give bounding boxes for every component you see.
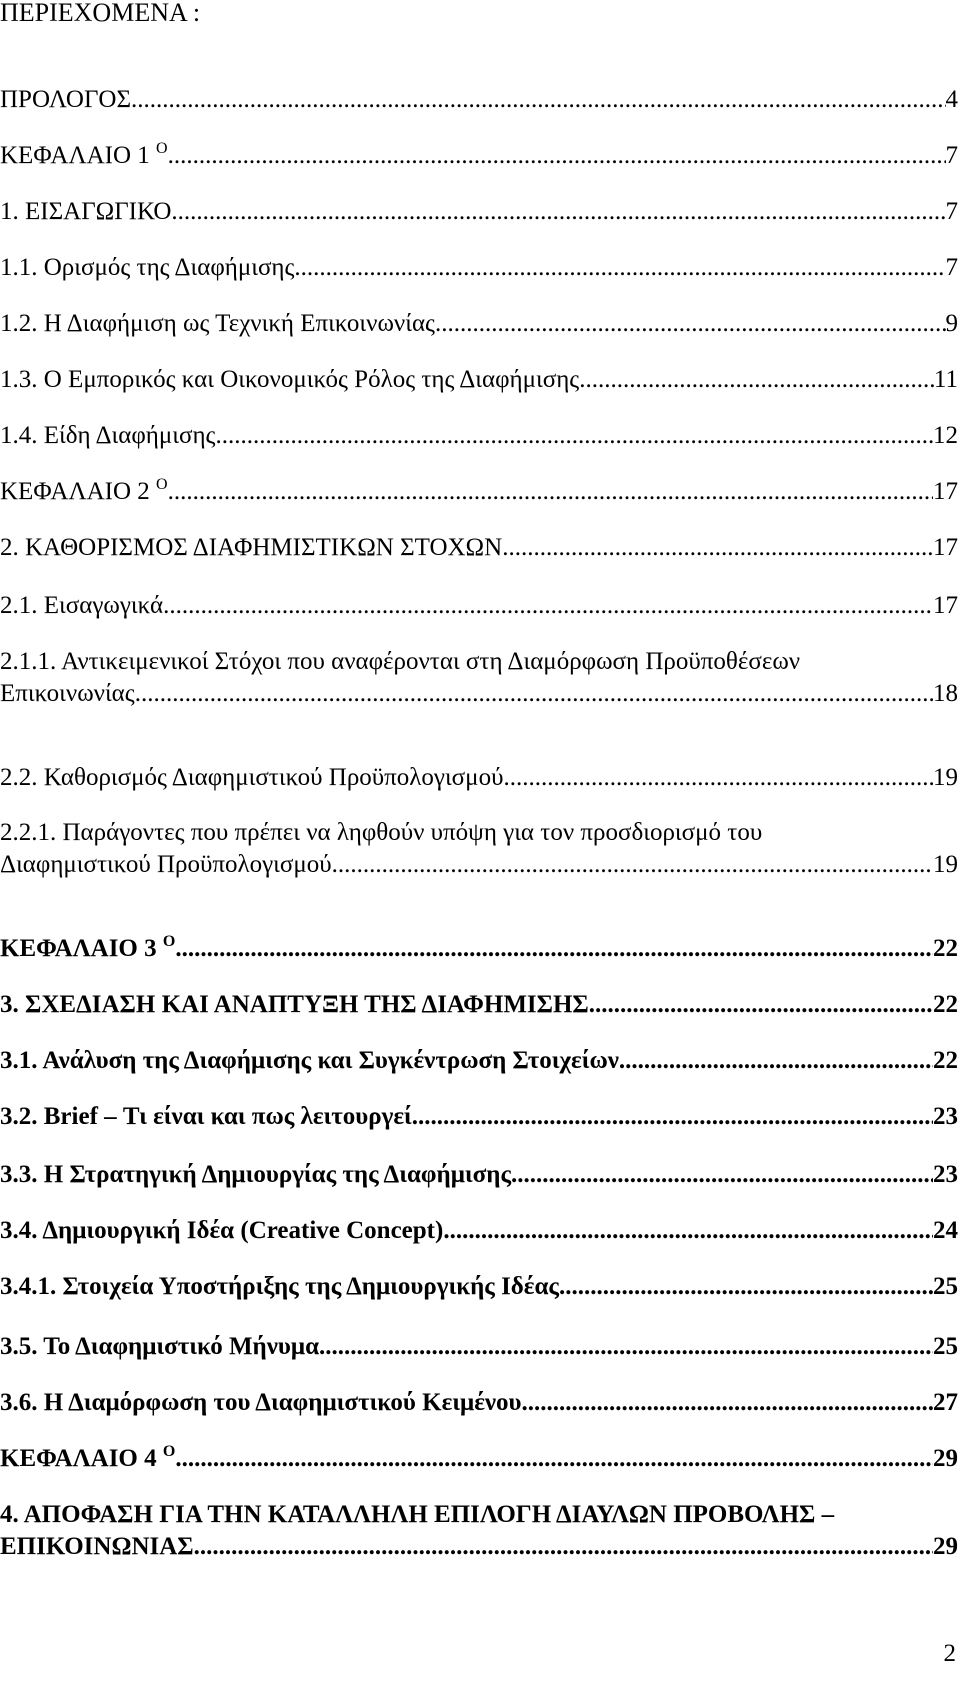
toc-label-text: 1.2. Η Διαφήμιση ως Τεχνική Επικοινωνίας (0, 310, 435, 337)
toc-label (0, 364, 579, 396)
dot-leader (319, 1331, 933, 1363)
dot-leader (194, 1531, 933, 1563)
toc-label-text: 3.4.1. Στοιχεία Υποστήριξης της Δημιουργικής Ιδέας (0, 1273, 559, 1300)
toc-entry[interactable] (0, 140, 958, 172)
toc-label-text: ΠΡΟΛΟΓΟΣ (0, 86, 132, 113)
toc-entry[interactable] (0, 1387, 958, 1419)
toc-page-number: 17 (933, 478, 958, 505)
toc-entry[interactable] (0, 476, 958, 508)
toc-label (0, 1443, 175, 1475)
toc-page-number: 24 (933, 1217, 958, 1244)
toc-page-number: 29 (933, 1533, 958, 1560)
toc-row (0, 420, 958, 452)
toc-label (0, 989, 589, 1021)
toc-row (0, 196, 958, 228)
toc-row (0, 1215, 958, 1247)
toc-row (0, 532, 958, 564)
toc-entry[interactable] (0, 989, 958, 1021)
toc-label (0, 84, 131, 116)
toc-label-text: 3.5. Το Διαφημιστικό Μήνυμα (0, 1333, 320, 1360)
toc-row (0, 1531, 958, 1563)
page-number: 2 (943, 1640, 956, 1667)
toc-label-text: 1.4. Είδη Διαφήμισης (0, 422, 216, 449)
toc-entry[interactable] (0, 590, 958, 622)
toc-label-text: 3. ΣΧΕΔΙΑΣΗ ΚΑΙ ΑΝΑΠΤΥΞΗ ΤΗΣ ΔΙΑΦΗΜΙΣΗΣ (0, 991, 589, 1018)
toc-label-text: ΚΕΦΑΛΑΙΟ 3 (0, 935, 157, 962)
toc-row (0, 84, 958, 116)
toc-row (0, 252, 958, 284)
dot-leader (168, 476, 933, 508)
page-title: ΠΕΡΙΕΧΟΜΕΝΑ : (0, 0, 201, 27)
toc-entry[interactable] (0, 1331, 958, 1363)
dot-leader (511, 1159, 933, 1191)
chapter-superscript: Ο (156, 140, 168, 157)
toc-row (0, 849, 958, 881)
toc-label-text: Διαφημιστικού Προϋπολογισμού (0, 851, 332, 878)
toc-entry[interactable] (0, 308, 958, 340)
toc-entry[interactable] (0, 1215, 958, 1247)
toc-page-number: 17 (933, 534, 958, 561)
toc-row (0, 762, 958, 794)
dot-leader (175, 1443, 933, 1475)
toc-label (0, 1331, 319, 1363)
toc-entry-first-line: 2.1.1. Αντικειμενικοί Στόχοι που αναφέρονται στη Διαμόρφωση Προϋποθέσεων (0, 648, 801, 675)
dot-leader (294, 252, 945, 284)
dot-leader (443, 1215, 933, 1247)
toc-page-number: 23 (933, 1103, 958, 1130)
toc-label (0, 933, 175, 965)
toc-row (0, 1101, 958, 1133)
toc-row (0, 364, 958, 396)
toc-label (0, 140, 168, 172)
toc-page-number: 25 (933, 1273, 958, 1300)
toc-row (0, 1331, 958, 1363)
toc-row (0, 1443, 958, 1475)
toc-row (0, 308, 958, 340)
toc-label (0, 252, 294, 284)
toc-page-number: 19 (933, 764, 958, 791)
dot-leader (435, 308, 946, 340)
toc-page-number: 12 (933, 422, 958, 449)
dot-leader (163, 590, 933, 622)
toc-label-text: 2. ΚΑΘΟΡΙΣΜΟΣ ΔΙΑΦΗΜΙΣΤΙΚΩΝ ΣΤΟΧΩΝ (0, 534, 503, 561)
toc-label-text: 1. ΕΙΣΑΓΩΓΙΚΟ (0, 198, 172, 225)
toc-row (0, 1045, 958, 1077)
toc-label-text: 3.1. Ανάλυση της Διαφήμισης και Συγκέντρωση Στοιχείων (0, 1047, 619, 1074)
toc-page-number: 11 (933, 366, 958, 393)
toc-label (0, 1387, 522, 1419)
toc-page-number: 9 (945, 310, 958, 337)
toc-label-text: 2.2. Καθορισμός Διαφημιστικού Προϋπολογισμού (0, 764, 504, 791)
toc-label-text: ΚΕΦΑΛΑΙΟ 4 (0, 1445, 157, 1472)
toc-page-number: 7 (945, 254, 958, 281)
toc-label-text: 3.4. Δημιουργική Ιδέα (Creative Concept) (0, 1217, 444, 1244)
toc-entry-first-line: 4. ΑΠΟΦΑΣΗ ΓΙΑ ΤΗΝ ΚΑΤΑΛΛΗΛΗ ΕΠΙΛΟΓΗ ΔΙΑΥΛΩΝ ΠΡΟΒΟΛΗΣ – (0, 1501, 835, 1528)
toc-label-text: 2.1. Εισαγωγικά (0, 592, 164, 619)
dot-leader (619, 1045, 933, 1077)
toc-row (0, 678, 958, 710)
toc-label (0, 1045, 619, 1077)
toc-label-text: ΕΠΙΚΟΙΝΩΝΙΑΣ (0, 1533, 194, 1560)
toc-page-number: 18 (933, 680, 958, 707)
toc-label-text: ΚΕΦΑΛΑΙΟ 1 (0, 142, 150, 169)
toc-entry[interactable] (0, 762, 958, 794)
toc-page-number: 25 (933, 1333, 958, 1360)
toc-label-text: 1.1. Ορισμός της Διαφήμισης (0, 254, 295, 281)
dot-leader (503, 762, 933, 794)
toc-page-number: 22 (933, 1047, 958, 1074)
toc-row (0, 1387, 958, 1419)
toc-entry[interactable] (0, 420, 958, 452)
toc-label-text: 3.2. Brief – Τι είναι και πως λειτουργεί (0, 1103, 412, 1130)
chapter-superscript: Ο (162, 933, 176, 950)
toc-entry[interactable] (0, 933, 958, 965)
toc-page-number: 4 (945, 86, 958, 113)
toc-label (0, 849, 332, 881)
toc-entry[interactable] (0, 252, 958, 284)
dot-leader (559, 1271, 933, 1303)
toc-page-number: 27 (933, 1389, 958, 1416)
toc-entry[interactable] (0, 817, 958, 881)
toc-page-number: 22 (933, 991, 958, 1018)
toc-page-number: 23 (933, 1161, 958, 1188)
toc-label-text: 3.3. Η Στρατηγική Δημιουργίας της Διαφήμισης (0, 1161, 511, 1188)
dot-leader (412, 1101, 933, 1133)
toc-page-number: 7 (945, 142, 958, 169)
dot-leader (171, 196, 945, 228)
toc-entry[interactable] (0, 1045, 958, 1077)
toc-label-text: 3.6. Η Διαμόρφωση του Διαφημιστικού Κειμένου (0, 1389, 522, 1416)
dot-leader (579, 364, 934, 396)
toc-row (0, 1271, 958, 1303)
dot-leader (175, 933, 933, 965)
toc-label (0, 1215, 443, 1247)
toc-page-number: 17 (933, 592, 958, 619)
toc-entry[interactable] (0, 1271, 958, 1303)
toc-label (0, 678, 135, 710)
dot-leader (135, 678, 933, 710)
toc-entry[interactable] (0, 364, 958, 396)
dot-leader (589, 989, 933, 1021)
toc-entry[interactable] (0, 1443, 958, 1475)
dot-leader (168, 140, 946, 172)
dot-leader (522, 1387, 933, 1419)
toc-page-number: 22 (933, 935, 958, 962)
toc-label-text: ΚΕΦΑΛΑΙΟ 2 (0, 478, 150, 505)
toc-entry[interactable] (0, 196, 958, 228)
toc-label (0, 1531, 194, 1563)
toc-label-text: Επικοινωνίας (0, 680, 135, 707)
toc-label (0, 762, 503, 794)
toc-entry[interactable] (0, 1159, 958, 1191)
toc-row (0, 1159, 958, 1191)
toc-label-text: 1.3. Ο Εμπορικός και Οικονομικός Ρόλος της Διαφήμισης (0, 366, 580, 393)
toc-page-number: 7 (945, 198, 958, 225)
toc-label (0, 420, 215, 452)
toc-label (0, 308, 435, 340)
dot-leader (215, 420, 933, 452)
toc-label (0, 1101, 412, 1133)
toc-label (0, 1159, 511, 1191)
toc-row (0, 590, 958, 622)
toc-page-number: 29 (933, 1445, 958, 1472)
chapter-superscript: Ο (162, 1443, 176, 1460)
toc-entry[interactable] (0, 646, 958, 710)
chapter-superscript: Ο (156, 476, 168, 493)
toc-label (0, 590, 163, 622)
toc-entry-first-line: 2.2.1. Παράγοντες που πρέπει να ληφθούν υπόψη για τον προσδιορισμό του (0, 819, 763, 846)
toc-row (0, 989, 958, 1021)
toc-row (0, 140, 958, 172)
dot-leader (502, 532, 933, 564)
toc-entry[interactable] (0, 532, 958, 564)
toc-label (0, 196, 171, 228)
toc-row (0, 933, 958, 965)
toc-entry[interactable] (0, 1101, 958, 1133)
toc-label (0, 1271, 559, 1303)
toc-page-number: 19 (933, 851, 958, 878)
toc-entry[interactable] (0, 1499, 958, 1563)
toc-label (0, 476, 168, 508)
toc-entry[interactable] (0, 84, 958, 116)
dot-leader (131, 84, 945, 116)
toc-label (0, 532, 502, 564)
toc-row (0, 476, 958, 508)
dot-leader (332, 849, 933, 881)
